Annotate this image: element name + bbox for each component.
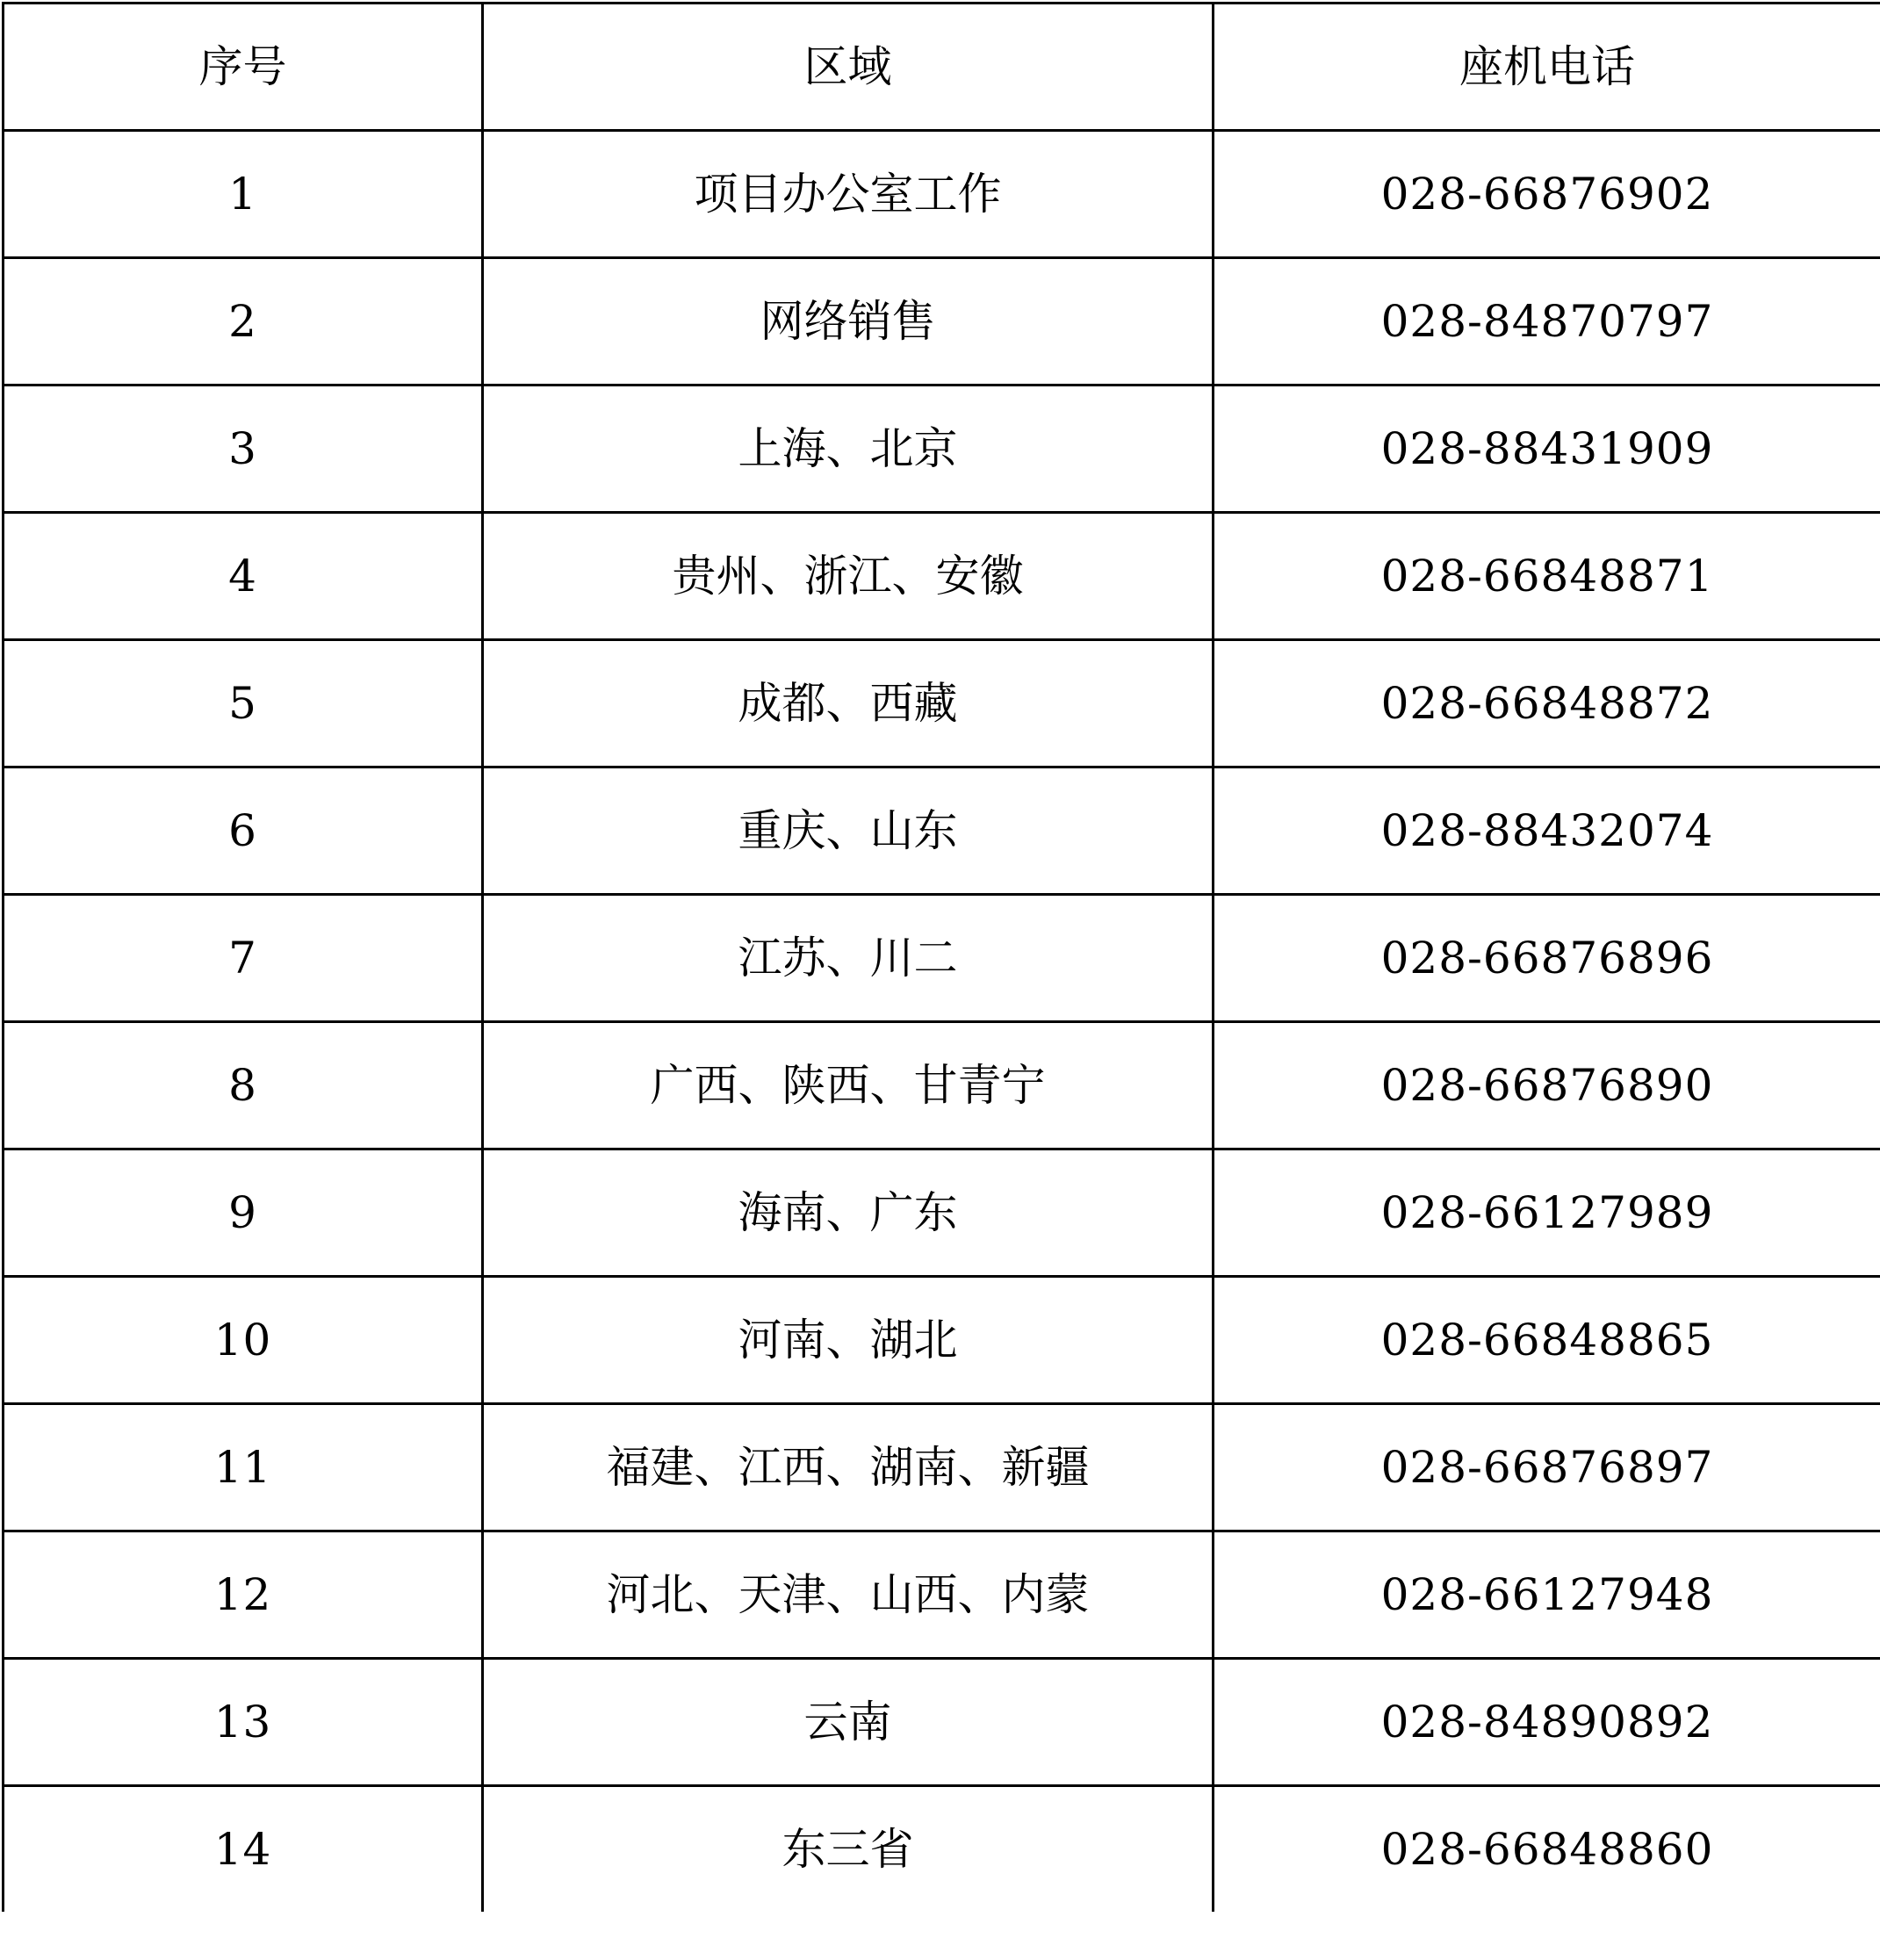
- table-row: [4, 131, 1880, 258]
- table-row: [4, 386, 1880, 513]
- row-region: 上海、北京: [483, 386, 1214, 513]
- table-row: [4, 640, 1880, 767]
- row-region: 项目办公室工作: [483, 131, 1214, 258]
- table-row: [4, 1277, 1880, 1404]
- row-phone: 028-84890892: [1214, 1659, 1880, 1786]
- row-region: 江苏、川二: [483, 895, 1214, 1022]
- row-index: 5: [4, 640, 483, 767]
- row-phone: 028-66876896: [1214, 895, 1880, 1022]
- row-region: 成都、西藏: [483, 640, 1214, 767]
- header-region: 区域: [483, 4, 1214, 131]
- row-index: 2: [4, 258, 483, 386]
- table-row: [4, 1022, 1880, 1149]
- row-phone: 028-66127989: [1214, 1149, 1880, 1277]
- header-row: [4, 4, 1880, 131]
- table-body: [4, 131, 1880, 1913]
- row-phone: 028-66876897: [1214, 1404, 1880, 1531]
- header-phone: 座机电话: [1214, 4, 1880, 131]
- row-region: 河南、湖北: [483, 1277, 1214, 1404]
- row-phone: 028-66876890: [1214, 1022, 1880, 1149]
- row-index: 6: [4, 767, 483, 895]
- row-index: 13: [4, 1659, 483, 1786]
- table-row: [4, 895, 1880, 1022]
- header-index: 序号: [4, 4, 483, 131]
- row-index: 12: [4, 1531, 483, 1659]
- row-phone: 028-66848871: [1214, 513, 1880, 640]
- table-row: [4, 1149, 1880, 1277]
- contact-phone-table: [2, 2, 1880, 1912]
- row-index: 11: [4, 1404, 483, 1531]
- row-region: 海南、广东: [483, 1149, 1214, 1277]
- row-phone: 028-66848860: [1214, 1786, 1880, 1913]
- table-row: [4, 258, 1880, 386]
- row-index: 10: [4, 1277, 483, 1404]
- row-index: 3: [4, 386, 483, 513]
- row-index: 4: [4, 513, 483, 640]
- row-region: 福建、江西、湖南、新疆: [483, 1404, 1214, 1531]
- row-index: 9: [4, 1149, 483, 1277]
- row-region: 东三省: [483, 1786, 1214, 1913]
- row-phone: 028-66848865: [1214, 1277, 1880, 1404]
- row-phone: 028-84870797: [1214, 258, 1880, 386]
- row-phone: 028-66848872: [1214, 640, 1880, 767]
- table-row: [4, 767, 1880, 895]
- row-region: 云南: [483, 1659, 1214, 1786]
- table-row: [4, 1531, 1880, 1659]
- row-index: 1: [4, 131, 483, 258]
- table-row: [4, 1659, 1880, 1786]
- row-region: 广西、陕西、甘青宁: [483, 1022, 1214, 1149]
- row-region: 贵州、浙江、安徽: [483, 513, 1214, 640]
- table-row: [4, 513, 1880, 640]
- table-row: [4, 1786, 1880, 1913]
- row-region: 重庆、山东: [483, 767, 1214, 895]
- row-phone: 028-88431909: [1214, 386, 1880, 513]
- row-index: 14: [4, 1786, 483, 1913]
- row-region: 河北、天津、山西、内蒙: [483, 1531, 1214, 1659]
- table-header: [4, 4, 1880, 131]
- row-phone: 028-66127948: [1214, 1531, 1880, 1659]
- row-region: 网络销售: [483, 258, 1214, 386]
- row-phone: 028-88432074: [1214, 767, 1880, 895]
- row-index: 8: [4, 1022, 483, 1149]
- table-row: [4, 1404, 1880, 1531]
- row-phone: 028-66876902: [1214, 131, 1880, 258]
- row-index: 7: [4, 895, 483, 1022]
